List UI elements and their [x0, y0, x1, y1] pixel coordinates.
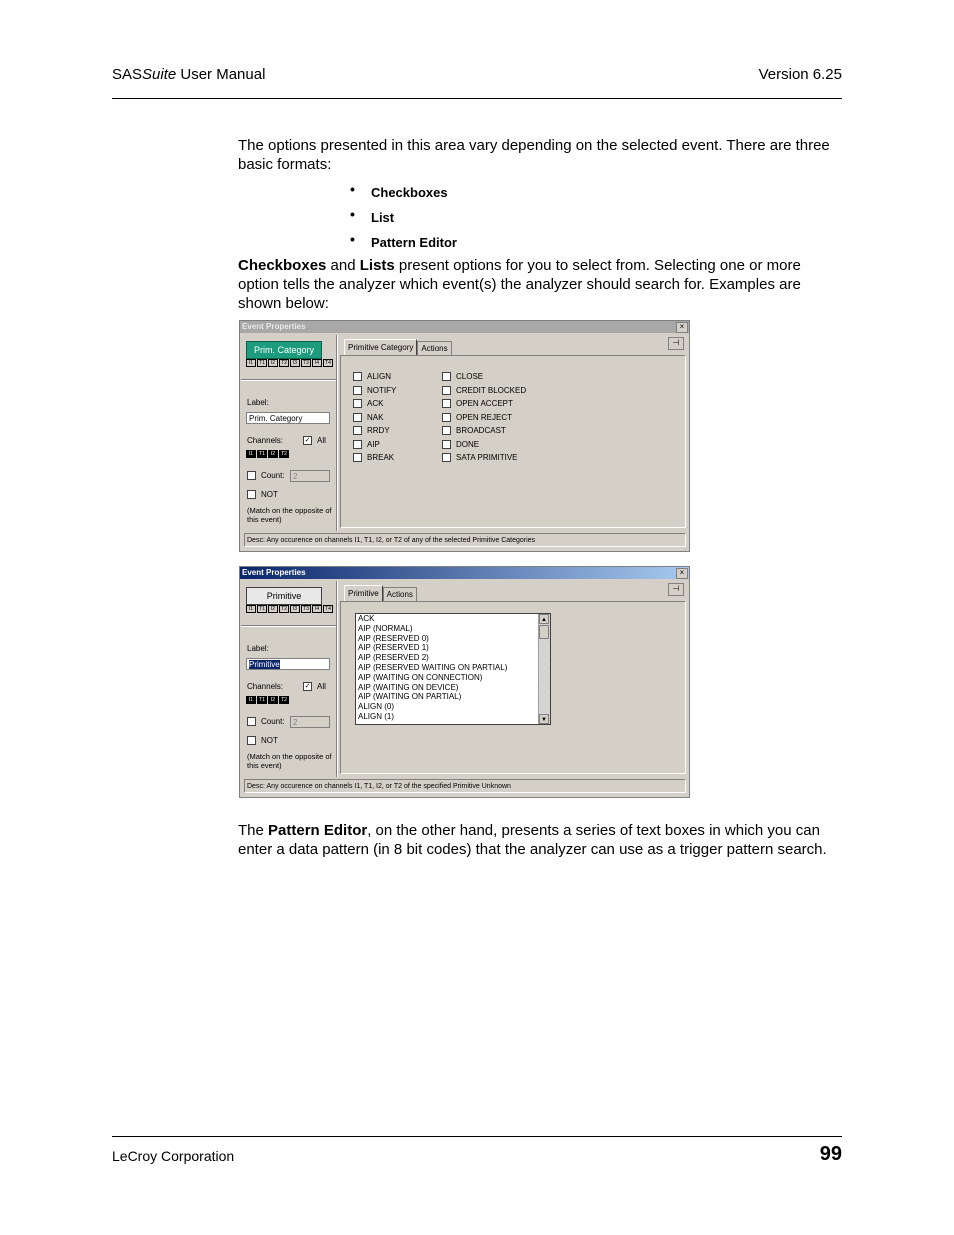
tab-actions[interactable]: Actions: [383, 587, 417, 601]
option-checkbox[interactable]: AIP: [353, 440, 380, 449]
option-checkbox[interactable]: CLOSE: [442, 372, 483, 381]
label-caption: Label:: [247, 644, 269, 653]
event-button[interactable]: Primitive: [246, 587, 322, 605]
list-item[interactable]: AIP (WAITING ON PARTIAL): [358, 692, 462, 702]
list-item[interactable]: ACK: [358, 614, 375, 623]
close-icon[interactable]: ×: [676, 322, 688, 333]
pattern-editor-paragraph: The Pattern Editor, on the other hand, presents a series of text boxes in which you can enter a data pattern (in 8 bit codes) that the analyzer can use as a trigger pattern search.: [238, 822, 827, 858]
list-item[interactable]: ALIGN (1): [358, 711, 395, 721]
list-scrollbar[interactable]: [538, 614, 550, 724]
event-channel-indicators: I1 T1 I2 T2 I3 T3 I4 T4: [246, 605, 334, 613]
divider: [241, 379, 337, 381]
channels-caption: Channels:: [247, 682, 284, 691]
not-checkbox[interactable]: NOT: [247, 736, 278, 745]
tab-primitive[interactable]: Primitive: [344, 585, 383, 601]
label-caption: Label:: [247, 398, 269, 407]
footer-rule: [112, 1136, 842, 1137]
intro-paragraph: The options presented in this area vary depending on the selected event. There are three basic formats:: [238, 137, 830, 173]
pin-icon[interactable]: ⊣: [668, 337, 684, 350]
not-note: (Match on the opposite of this event): [247, 752, 332, 770]
tab-strip: [344, 585, 417, 599]
list-item[interactable]: AIP (RESERVED 0): [358, 633, 429, 643]
event-channel-indicators: I1 T1 I2 T2 I3 T3 I4 T4: [246, 359, 334, 367]
option-checkbox[interactable]: ALIGN: [353, 372, 391, 381]
label-input[interactable]: Primitive: [246, 658, 330, 670]
not-note: (Match on the opposite of this event): [247, 506, 332, 524]
list-item[interactable]: AIP (RESERVED WAITING ON PARTIAL): [358, 662, 508, 672]
option-checkbox[interactable]: BROADCAST: [442, 426, 506, 435]
option-checkbox[interactable]: NAK: [353, 413, 383, 422]
option-checkbox[interactable]: OPEN REJECT: [442, 413, 512, 422]
event-button[interactable]: Prim. Category: [246, 341, 322, 359]
count-checkbox[interactable]: Count:: [247, 717, 285, 726]
option-checkbox[interactable]: DONE: [442, 440, 479, 449]
all-channels-checkbox[interactable]: ✓ All: [304, 436, 326, 445]
channels-caption: Channels:: [247, 436, 284, 445]
bullet-item: • Pattern Editor: [350, 231, 457, 250]
checkboxes-lists-paragraph: Checkboxes and Lists present options for you to select from. Selecting one or more option tells the analyzer which event(s) the analyzer should search for. Examples are shown below:: [238, 257, 801, 312]
event-properties-dialog-category: [239, 320, 690, 552]
scroll-down-icon[interactable]: ▼: [539, 714, 549, 724]
dialog-title-bar: Event Properties: [240, 321, 689, 333]
tab-primitive-category[interactable]: Primitive Category: [344, 339, 417, 355]
list-item[interactable]: AIP (NORMAL): [358, 623, 413, 633]
option-checkbox[interactable]: RRDY: [353, 426, 390, 435]
all-channels-checkbox[interactable]: ✓ All: [304, 682, 326, 691]
description-bar: Desc: Any occurence on channels I1, T1, I2, or T2 of the specified Primitive Unknown: [244, 779, 686, 793]
channel-selectors[interactable]: I1 T1 I2 T2: [246, 450, 290, 458]
scroll-thumb[interactable]: [539, 625, 549, 639]
list-item[interactable]: AIP (WAITING ON DEVICE): [358, 682, 459, 692]
not-checkbox[interactable]: NOT: [247, 490, 278, 499]
tab-actions[interactable]: Actions: [417, 341, 451, 355]
option-checkbox[interactable]: ACK: [353, 399, 383, 408]
header-title: SASSuite User Manual: [112, 66, 266, 83]
tab-strip: [344, 339, 452, 353]
label-input[interactable]: Prim. Category: [246, 412, 330, 424]
option-checkbox[interactable]: SATA PRIMITIVE: [442, 453, 518, 462]
list-item[interactable]: AIP (RESERVED 1): [358, 643, 429, 653]
footer-company: LeCroy Corporation: [112, 1148, 235, 1164]
list-item[interactable]: AIP (WAITING ON CONNECTION): [358, 672, 483, 682]
bullet-item: • List: [350, 206, 395, 225]
tab-panel: [340, 355, 686, 528]
channel-selectors[interactable]: I1 T1 I2 T2: [246, 696, 290, 704]
bullet-item: • Checkboxes: [350, 181, 448, 200]
header-rule: [112, 98, 842, 99]
vertical-separator: [336, 581, 338, 777]
header-version: Version 6.25: [758, 66, 842, 83]
close-icon[interactable]: ×: [676, 568, 688, 579]
list-item[interactable]: ALIGN (0): [358, 702, 395, 712]
description-bar: Desc: Any occurence on channels I1, T1, I2, or T2 of any of the selected Primitive Categories: [244, 533, 686, 547]
option-checkbox[interactable]: NOTIFY: [353, 386, 396, 395]
event-properties-dialog-primitive: [239, 566, 690, 798]
option-checkbox[interactable]: BREAK: [353, 453, 394, 462]
option-checkbox[interactable]: OPEN ACCEPT: [442, 399, 513, 408]
pin-icon[interactable]: ⊣: [668, 583, 684, 596]
count-input[interactable]: 2: [290, 716, 330, 728]
list-item[interactable]: AIP (RESERVED 2): [358, 653, 429, 663]
count-checkbox[interactable]: Count:: [247, 471, 285, 480]
count-input[interactable]: 2: [290, 470, 330, 482]
divider: [241, 625, 337, 627]
dialog-title-bar: Event Properties: [240, 567, 689, 579]
page-number: 99: [819, 1143, 842, 1165]
vertical-separator: [336, 335, 338, 531]
tab-panel: [340, 601, 686, 774]
option-checkbox[interactable]: CREDIT BLOCKED: [442, 386, 526, 395]
primitive-list[interactable]: [355, 613, 551, 725]
scroll-up-icon[interactable]: ▲: [539, 614, 549, 624]
